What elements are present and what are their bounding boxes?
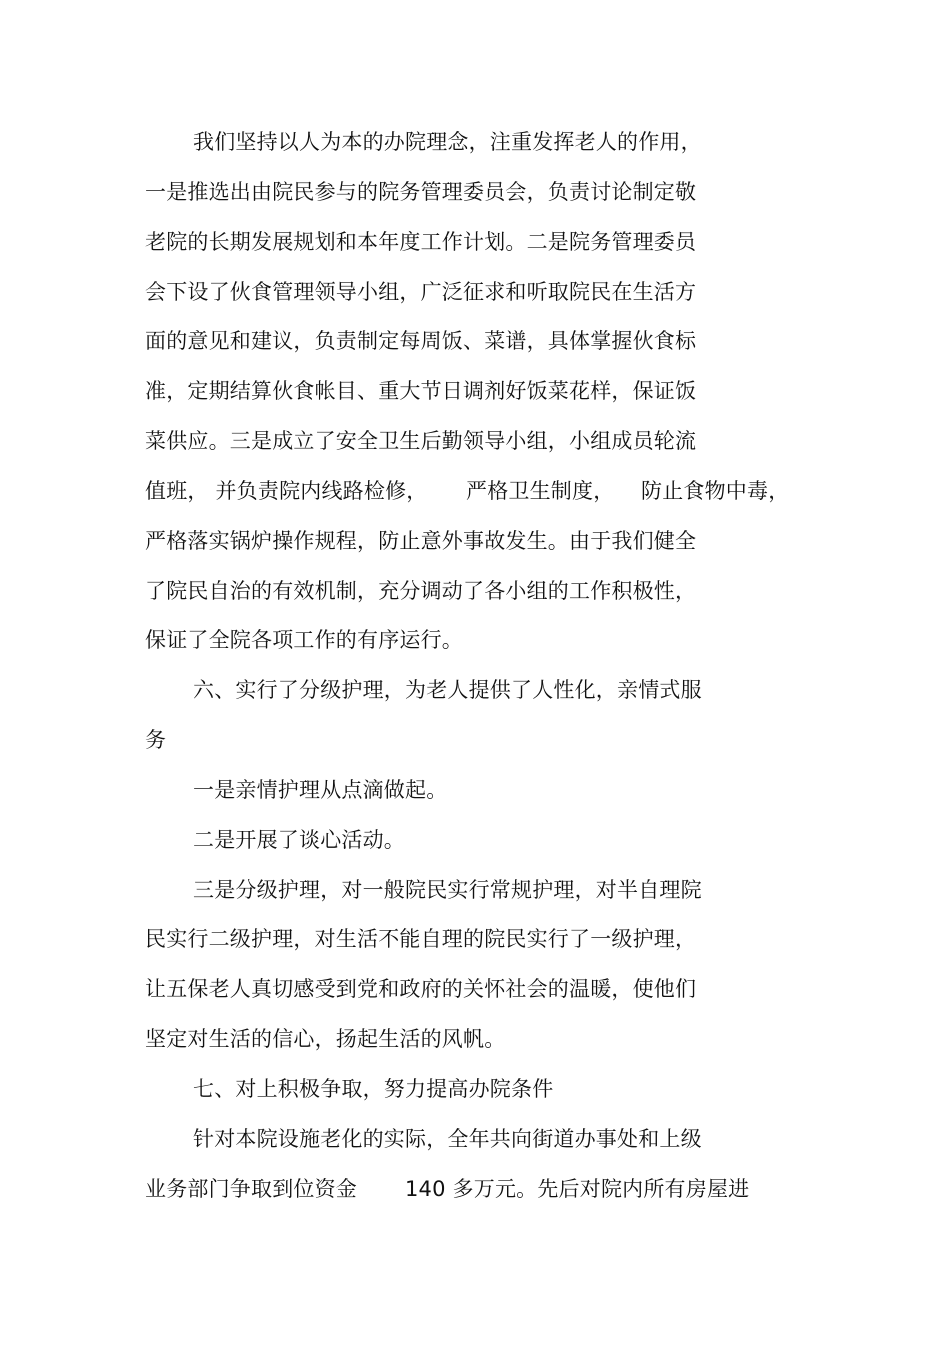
- section-heading-continuation: 务: [145, 728, 167, 752]
- paragraph-line: 业务部门争取到位资金: [145, 1177, 357, 1201]
- paragraph-line: 面的意见和建议，负责制定每周饭、菜谱，具体掌握伙食标: [145, 329, 697, 353]
- paragraph-line: 值班， 并负责院内线路检修，: [145, 479, 428, 503]
- paragraph-line: 老院的长期发展规划和本年度工作计划。二是院务管理委员: [145, 230, 697, 254]
- list-item: 一是亲情护理从点滴做起。: [193, 778, 448, 802]
- paragraph-line: 了院民自治的有效机制，充分调动了各小组的工作积极性，: [145, 579, 697, 603]
- paragraph-line: 会下设了伙食管理领导小组，广泛征求和听取院民在生活方: [145, 280, 697, 304]
- paragraph-line: 针对本院设施老化的实际，全年共向街道办事处和上级: [193, 1127, 702, 1151]
- section-heading: 六、实行了分级护理，为老人提供了人性化，亲情式服: [193, 678, 702, 702]
- paragraph-line: 严格落实锅炉操作规程，防止意外事故发生。由于我们健全: [145, 529, 697, 553]
- list-item: 三是分级护理，对一般院民实行常规护理，对半自理院: [193, 878, 702, 902]
- paragraph-line-segment: 严格卫生制度，: [466, 479, 615, 503]
- paragraph-line: 让五保老人真切感受到党和政府的关怀社会的温暖，使他们: [145, 977, 697, 1001]
- paragraph-line: 民实行二级护理，对生活不能自理的院民实行了一级护理，: [145, 927, 697, 951]
- paragraph-line: 我们坚持以人为本的办院理念，注重发挥老人的作用，: [193, 130, 702, 154]
- paragraph-line: 一是推选出由院民参与的院务管理委员会，负责讨论制定敬: [145, 180, 697, 204]
- paragraph-line: 菜供应。三是成立了安全卫生后勤领导小组，小组成员轮流: [145, 429, 697, 453]
- paragraph-line: 坚定对生活的信心，扬起生活的风帆。: [145, 1027, 506, 1051]
- paragraph-line-segment: 防止食物中毒，: [641, 479, 790, 503]
- section-heading: 七、对上积极争取，努力提高办院条件: [193, 1077, 554, 1101]
- paragraph-line: 保证了全院各项工作的有序运行。: [145, 628, 463, 652]
- paragraph-line: 准，定期结算伙食帐目、重大节日调剂好饭菜花样，保证饭: [145, 379, 697, 403]
- list-item: 二是开展了谈心活动。: [193, 828, 405, 852]
- paragraph-line-segment: 140 多万元。先后对院内所有房屋进: [405, 1177, 750, 1201]
